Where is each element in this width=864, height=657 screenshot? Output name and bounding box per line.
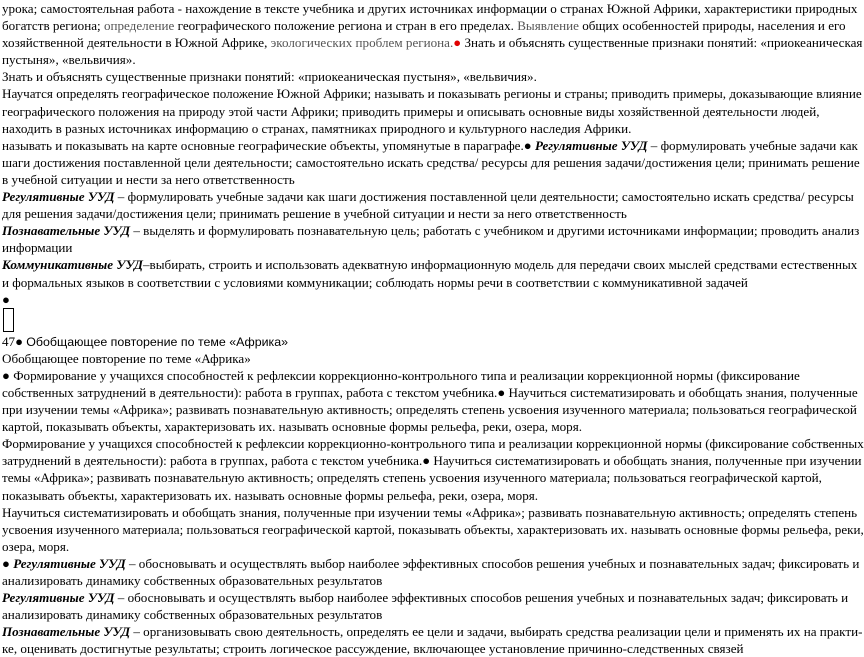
text-run: урока; самостоятельная работа - нахождение в тексте учебника и других источниках информации о странах Южной Африки, характеристики природных xyxy=(2,1,858,16)
text-run: для решения задачи/достижения цели; принимать решение в учебной ситуации и нести за него ответственность xyxy=(2,206,627,222)
text-line xyxy=(2,367,814,384)
text-line xyxy=(2,68,814,85)
text-line xyxy=(2,452,862,469)
text-run: пустыня», «вельвичия». xyxy=(2,52,136,68)
text-line xyxy=(2,538,814,555)
bullet-icon: ● xyxy=(523,137,532,153)
text-run: анализировать динамику собственных образовательных результатов xyxy=(2,573,383,588)
text-line xyxy=(2,291,814,308)
text-run: Обобщающее повторение по теме «Африка» xyxy=(2,350,251,366)
text-line xyxy=(2,435,864,452)
text-run: экологических проблем региона. xyxy=(267,35,454,51)
text-run: географического положения на природу этой части Африки; приводить примеры и описывать основные виды хозяйственной деятельности людей, xyxy=(2,103,820,119)
text-run: усвоения изученного материала; пользоваться географической картой, показывать объекты, характеризовать их. называть основные формы рельефа, реки, xyxy=(2,521,864,537)
text-line xyxy=(2,640,814,657)
text-line xyxy=(2,120,814,137)
text-line xyxy=(2,384,858,401)
text-run: при изучении темы «Африка»; развивать познавательную активность; определять степень усвоения изученного материала; пользоваться географической xyxy=(2,402,857,418)
text-line xyxy=(2,17,846,34)
text-run: называть и показывать на карте основные географические объекты, упомянутые в параграфе. xyxy=(2,137,524,153)
text-run: Формирование у учащихся способностей к рефлексии коррекционно-контрольного типа и реализации коррекционной нормы (фиксирование xyxy=(13,367,800,383)
text-run: хозяйственной деятельности в Южной Африке, xyxy=(2,35,268,51)
section-label: Познавательные УУД xyxy=(2,223,131,239)
section-label: Регулятивные УУД xyxy=(534,137,648,153)
text-run: анализировать динамику собственных образовательных результатов xyxy=(2,607,383,623)
bullet-icon: ● xyxy=(453,35,462,51)
text-line xyxy=(2,34,863,51)
text-run: картой, показывать объекты, характеризовать их. называть основные формы рельефа, реки, озера, моря. xyxy=(2,419,583,435)
text-line xyxy=(2,274,814,291)
bullet-icon: ● xyxy=(2,555,10,571)
bullet-icon: ● xyxy=(497,384,506,400)
text-line xyxy=(2,222,860,239)
text-line xyxy=(2,555,860,572)
text-line xyxy=(2,504,858,521)
text-line xyxy=(2,350,814,367)
text-run: затруднений в деятельности): работа в группах, работа с текстом учебника. xyxy=(2,453,423,469)
text-run: темы «Африка»; развивать познавательную активность; определять степень усвоения изученного материала; пользоваться географической картой, xyxy=(2,470,822,486)
section-label: Регулятивные УУД xyxy=(2,189,115,205)
text-run: общих особенностей природы, населения и его xyxy=(578,18,846,34)
text-line xyxy=(2,205,814,222)
text-line xyxy=(2,103,820,120)
text-run: – формулировать учебные задачи как шаги достижения поставленной цели деятельности; самостоятельно искать средства/ ресурсы xyxy=(114,189,854,205)
text-run: шаги достижения поставленной цели деятельности; самостоятельно искать средства/ ресурсы для решения задачи/достижения цели; принимать решение xyxy=(2,154,860,170)
text-run: Научатся определять географическое положение Южной Африки; называть и показывать регионы и страны; приводить примеры, доказывающие влияние xyxy=(2,86,862,102)
text-run: – формулировать учебные задачи как xyxy=(647,137,858,153)
bullet-icon: ● xyxy=(2,291,10,307)
document-page xyxy=(2,0,864,657)
lesson-number: 47 xyxy=(2,333,16,349)
text-run: Научиться систематизировать и обобщать знания, полученные при изучении xyxy=(430,453,862,469)
bullet-icon: ● xyxy=(422,453,431,469)
text-line xyxy=(2,188,854,205)
text-run: показывать объекты, характеризовать их. называть основные формы рельефа, реки, озера, моря. xyxy=(2,487,539,503)
text-line xyxy=(2,418,814,435)
text-run: и формальных языков в соответствии с условиями коммуникации; соблюдать нормы речи в соответствии с коммуникативной задачей xyxy=(2,274,748,290)
text-line xyxy=(2,469,822,486)
text-line xyxy=(2,487,814,504)
text-line xyxy=(2,137,858,154)
text-line xyxy=(2,85,862,102)
text-line xyxy=(2,256,858,273)
text-run: географического положение региона и стран в его пределах. xyxy=(174,18,514,34)
text-run: Формирование у учащихся способностей к рефлексии коррекционно-контрольного типа и реализации коррекционной нормы (фиксирование собственных xyxy=(2,436,864,452)
text-run: – организовывать свою деятельность, определять ее цели и задачи, выбирать средства реализации цели и применять их на практи- xyxy=(130,624,863,640)
bullet-icon: ● xyxy=(15,333,24,349)
text-line xyxy=(2,606,814,623)
text-run: определение xyxy=(100,18,175,34)
empty-table-cell xyxy=(3,308,14,332)
text-run: – выделять и формулировать познавательную цель; работать с учебником и другими источниками информации; проводить анализ xyxy=(130,223,860,239)
text-run: – обосновывать и осуществлять выбор наиболее эффективных способов решения учебных и познавательных задач; фиксировать и xyxy=(125,555,860,571)
text-line xyxy=(2,521,864,538)
text-line xyxy=(2,154,860,171)
text-line xyxy=(2,0,858,17)
text-line xyxy=(2,171,814,188)
text-run: Знать и объяснять существенные признаки понятий: «приокеаническая xyxy=(464,35,863,51)
text-line xyxy=(2,623,863,640)
text-line xyxy=(2,589,849,606)
text-line xyxy=(2,239,814,256)
empty-cell-row xyxy=(2,308,814,333)
section-label: Регулятивные УУД xyxy=(13,555,126,571)
text-run: озера, моря. xyxy=(2,538,70,554)
lesson-title: Обобщающее повторение по теме «Африка» xyxy=(26,334,288,349)
section-label: Познавательные УУД xyxy=(2,624,131,640)
text-line xyxy=(2,51,814,68)
text-run: находить в разных источниках информацию о странах, памятниках природного и культурного наследия Африки. xyxy=(2,120,632,136)
text-line xyxy=(2,333,814,350)
section-label: Регулятивные УУД xyxy=(2,590,115,606)
text-run: в учебной ситуации и нести за него ответственность xyxy=(2,171,295,187)
section-label: Коммуникативные УУД xyxy=(2,257,143,273)
text-line xyxy=(2,401,857,418)
text-run: Выявление xyxy=(513,18,579,34)
text-run: Знать и объяснять существенные признаки понятий: «приокеаническая пустыня», «вельвичия». xyxy=(2,69,537,85)
text-run: ке, оценивать достигнутые результаты; строить логическое рассуждение, включающее установление причинно-следственных связей xyxy=(2,641,744,657)
text-run: собственных затруднений в деятельности): работа в группах, работа с текстом учебника. xyxy=(2,384,498,400)
text-run: информации xyxy=(2,240,73,256)
text-run: Научиться систематизировать и обобщать знания, полученные xyxy=(505,384,858,400)
bullet-icon: ● xyxy=(2,367,10,383)
text-run: –выбирать, строить и использовать адекватную информационную модель для передачи своих мыслей средствами естественных xyxy=(143,257,858,273)
text-run: – обосновывать и осуществлять выбор наиболее эффективных способов решения учебных и познавательных задач; фиксировать и xyxy=(114,590,849,606)
text-line xyxy=(2,572,814,589)
text-run: богатств региона; xyxy=(2,18,101,34)
text-run: Научиться систематизировать и обобщать знания, полученные при изучении темы «Африка»; развивать познавательную активность; определять степень xyxy=(2,504,858,520)
